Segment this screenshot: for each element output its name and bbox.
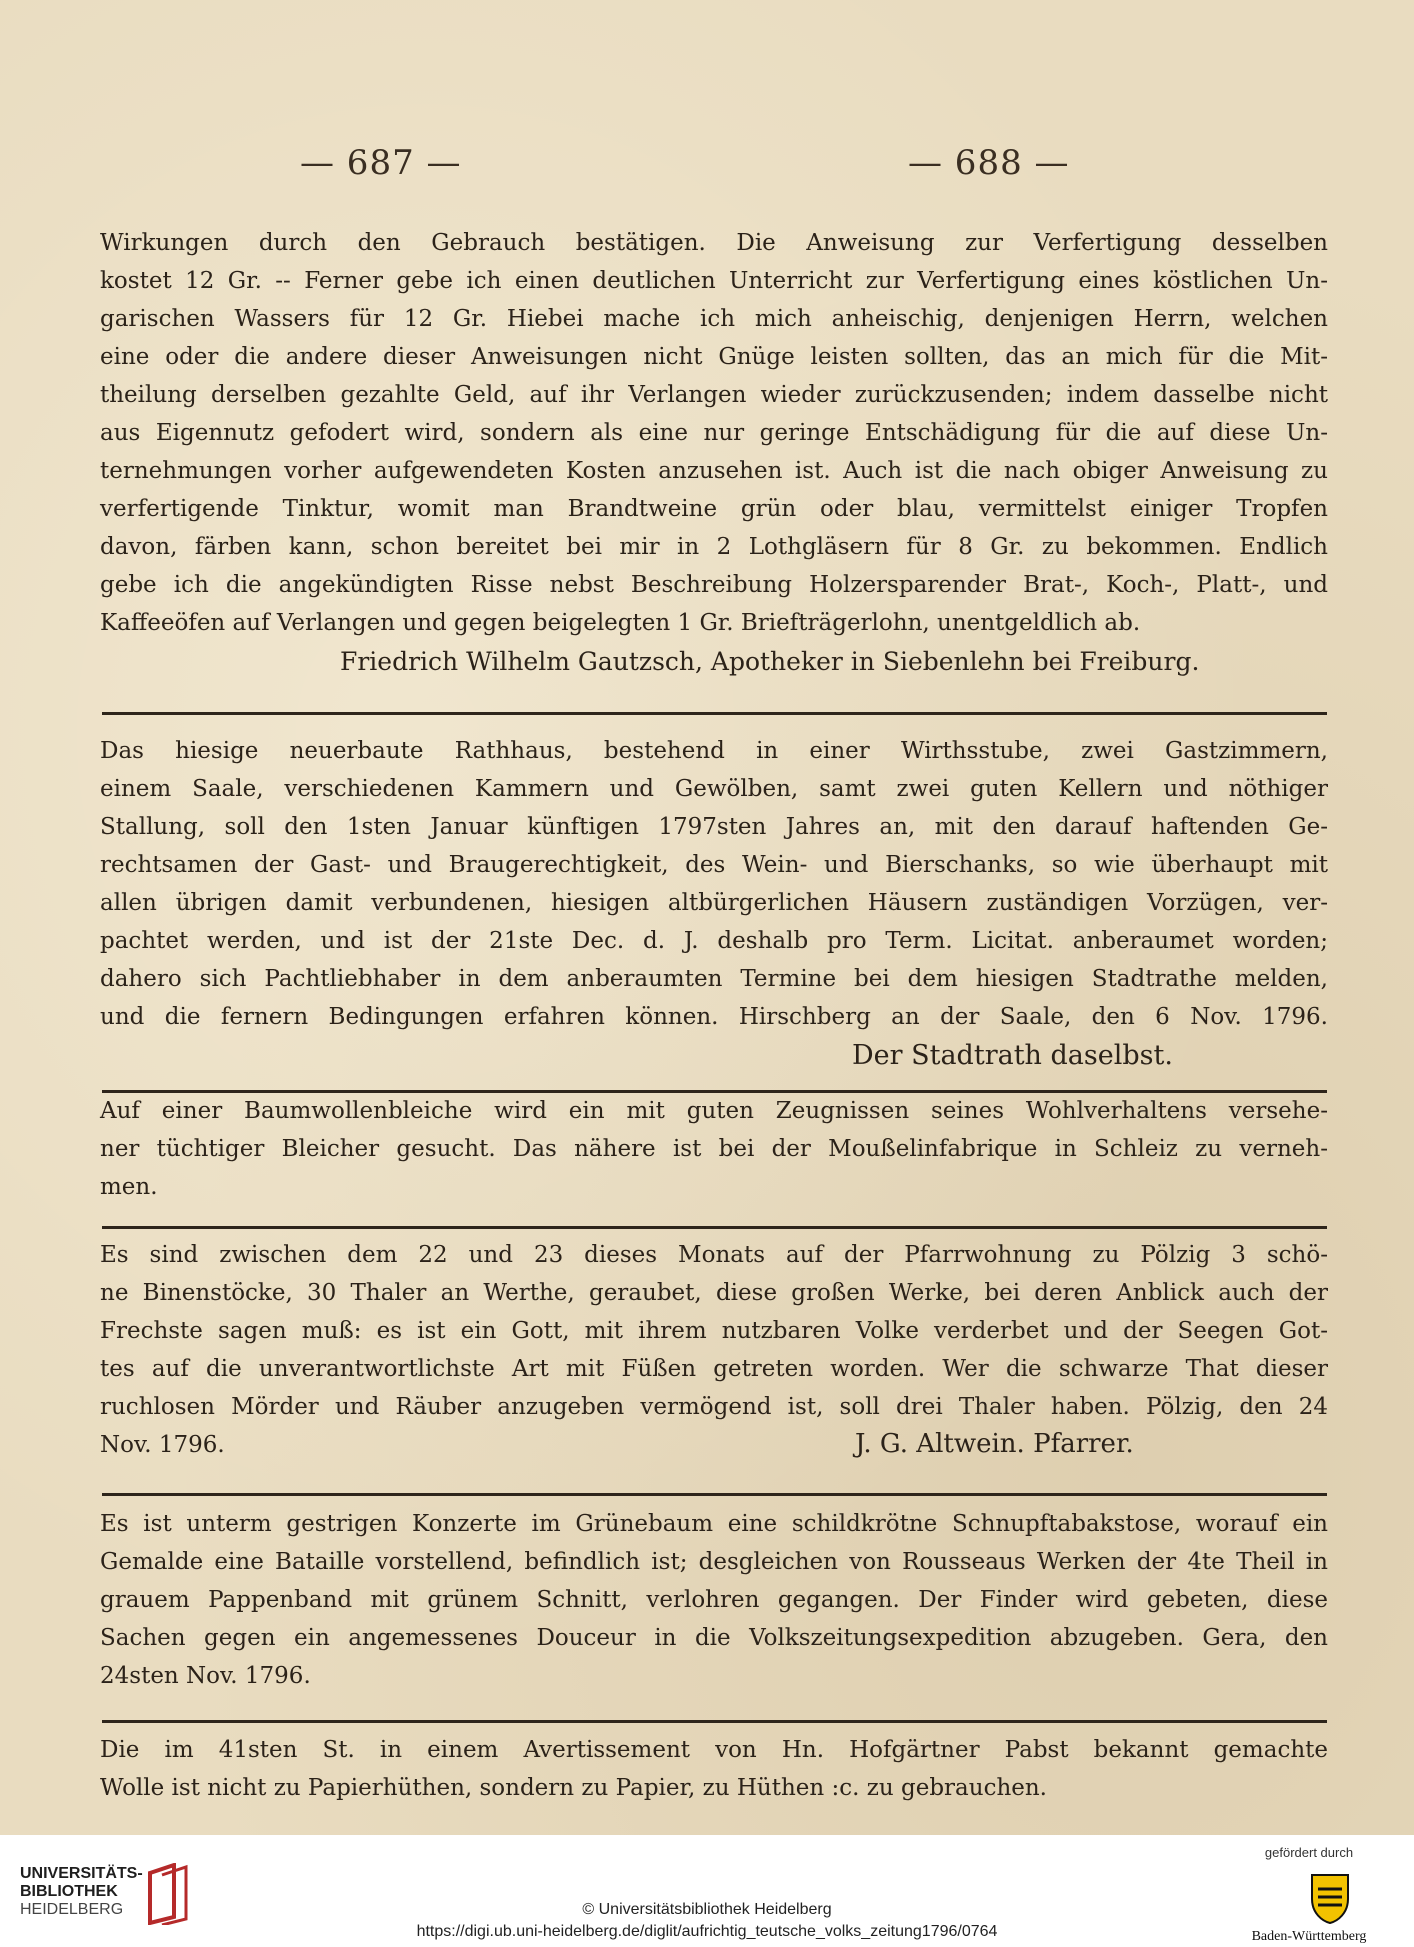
notice-line: eine oder die andere dieser Anweisungen nicht Gnüge leisten sollten, das an mich für die Mit- xyxy=(100,344,1328,370)
notice-binenstoecke xyxy=(100,1236,1328,1464)
notice-line: ne Binenstöcke, 30 Thaler an Werthe, geraubet, diese großen Werke, bei deren Anblick auch der xyxy=(100,1280,1328,1306)
library-name-line: BIBLIOTHEK xyxy=(20,1883,118,1900)
section-divider xyxy=(102,1493,1327,1496)
notice-line: verfertigende Tinktur, womit man Brandtweine grün oder blau, vermittelst einiger Tropfen xyxy=(100,496,1328,522)
notice-line: Wolle ist nicht zu Papierhüthen, sondern zu Papier, zu Hüthen :c. zu gebrauchen. xyxy=(100,1775,1047,1801)
notice-signature: Der Stadtrath daselbst. xyxy=(852,1040,1173,1071)
section-divider xyxy=(102,712,1327,715)
notice-tabakstose xyxy=(100,1505,1328,1695)
notice-line: theilung derselben gezahlte Geld, auf ihr Verlangen wieder zurückzusenden; indem dasselbe nicht xyxy=(100,382,1328,408)
notice-line: Kaffeeöfen auf Verlangen und gegen beigelegten 1 Gr. Briefträgerlohn, unentgeldlich ab. xyxy=(100,610,1141,636)
notice-line: grauem Pappenband mit grünem Schnitt, verlohren gegangen. Der Finder wird gebeten, diese xyxy=(100,1587,1328,1613)
notice-line: ternehmungen vorher aufgewendeten Kosten anzusehen ist. Auch ist die nach obiger Anweisung zu xyxy=(100,458,1328,484)
notice-line: pachtet werden, und ist der 21ste Dec. d. J. deshalb pro Term. Licitat. anberaumet worden; xyxy=(100,928,1328,954)
notice-line: tes auf die unverantwortlichste Art mit Füßen getreten worden. Wer die schwarze That dieser xyxy=(100,1356,1328,1382)
notice-line: Frechste sagen muß: es ist ein Gott, mit ihrem nutzbaren Volke verderbet und der Seegen Got- xyxy=(100,1318,1328,1344)
notice-line: Es ist unterm gestrigen Konzerte im Grünebaum eine schildkrötne Schnupftabakstose, worauf ein xyxy=(100,1511,1328,1537)
notice-line: ruchlosen Mörder und Räuber anzugeben vermögend ist, soll drei Thaler haben. Pölzig, den 24 xyxy=(100,1394,1328,1420)
sponsor-name: Baden-Württemberg xyxy=(1251,1929,1367,1944)
notice-line: davon, färben kann, schon bereitet bei mir in 2 Lothgläsern für 8 Gr. zu bekommen. Endlich xyxy=(100,534,1328,560)
notice-line: Stallung, soll den 1sten Januar künftigen 1797sten Jahres an, mit den darauf haftenden Ge- xyxy=(100,814,1328,840)
page-number-right: — 688 — xyxy=(908,143,1070,183)
notice-line: Es sind zwischen dem 22 und 23 dieses Monats auf der Pfarrwohnung zu Pölzig 3 schö- xyxy=(100,1242,1328,1268)
notice-line: einem Saale, verschiedenen Kammern und Gewölben, samt zwei guten Kellern und nöthiger xyxy=(100,776,1328,802)
sponsor-label: gefördert durch xyxy=(1264,1845,1354,1860)
notice-line: gebe ich die angekündigten Risse nebst Beschreibung Holzersparender Brat-, Koch-, Platt-, und xyxy=(100,572,1328,598)
notice-line: ner tüchtiger Bleicher gesucht. Das nähere ist bei der Moußelinfabrique in Schleiz zu verneh- xyxy=(100,1136,1328,1162)
baden-wuerttemberg-crest-icon xyxy=(1308,1871,1352,1925)
page-number-left: — 687 — xyxy=(300,143,462,183)
library-name-line: UNIVERSITÄTS- xyxy=(20,1865,143,1882)
notice-line: Gemalde eine Bataille vorstellend, befindlich ist; desgleichen von Rousseaus Werken der 4te Theil in xyxy=(100,1549,1328,1575)
notice-bleicher xyxy=(100,1092,1328,1206)
notice-wolle xyxy=(100,1731,1328,1807)
section-divider xyxy=(102,1720,1327,1723)
notice-signature: Friedrich Wilhelm Gautzsch, Apotheker in Siebenlehn bei Freiburg. xyxy=(340,647,1200,676)
notice-line: garischen Wassers für 12 Gr. Hiebei mache ich mich anheischig, denjenigen Herrn, welchen xyxy=(100,306,1328,332)
notice-line: Nov. 1796. xyxy=(100,1432,225,1458)
notice-line: dahero sich Pachtliebhaber in dem anberaumten Termine bei dem hiesigen Stadtrathe melden, xyxy=(100,966,1328,992)
viewer-footer xyxy=(0,1835,1414,1947)
section-divider xyxy=(102,1226,1327,1229)
notice-line: Sachen gegen ein angemessenes Douceur in die Volkszeitungsexpedition abzugeben. Gera, den xyxy=(100,1625,1328,1651)
notice-line: Die im 41sten St. in einem Avertissement von Hn. Hofgärtner Pabst bekannt gemachte xyxy=(100,1737,1328,1763)
notice-line: rechtsamen der Gast- und Braugerechtigkeit, des Wein- und Bierschanks, so wie überhaupt mit xyxy=(100,852,1328,878)
notice-line: allen übrigen damit verbundenen, hiesigen altbürgerlichen Häusern zuständigen Vorzügen, ver- xyxy=(100,890,1328,916)
notice-rathhaus xyxy=(100,732,1328,1076)
notice-line: men. xyxy=(100,1174,158,1200)
notice-line: Auf einer Baumwollenbleiche wird ein mit guten Zeugnissen seines Wohlverhaltens versehe- xyxy=(100,1098,1328,1124)
notice-line: kostet 12 Gr. -- Ferner gebe ich einen deutlichen Unterricht zur Verfertigung eines köstlichen Un- xyxy=(100,268,1328,294)
notice-line: 24sten Nov. 1796. xyxy=(100,1663,311,1689)
notice-line: aus Eigennutz gefodert wird, sondern als eine nur geringe Entschädigung für die auf diese Un- xyxy=(100,420,1328,446)
notice-line: und die fernern Bedingungen erfahren können. Hirschberg an der Saale, den 6 Nov. 1796. xyxy=(100,1004,1328,1030)
copyright-notice: © Universitätsbibliothek Heidelberg xyxy=(582,1901,832,1918)
notice-line: Das hiesige neuerbaute Rathhaus, bestehend in einer Wirthsstube, zwei Gastzimmern, xyxy=(100,738,1328,764)
notice-line: Wirkungen durch den Gebrauch bestätigen. Die Anweisung zur Verfertigung desselben xyxy=(100,230,1328,256)
notice-tinktur xyxy=(100,224,1328,682)
notice-signature: J. G. Altwein. Pfarrer. xyxy=(855,1429,1134,1459)
library-name-line: HEIDELBERG xyxy=(20,1901,124,1918)
permalink-url[interactable]: https://digi.ub.uni-heidelberg.de/diglit/aufrichtig_teutsche_volks_zeitung1796/0764 xyxy=(416,1923,998,1940)
